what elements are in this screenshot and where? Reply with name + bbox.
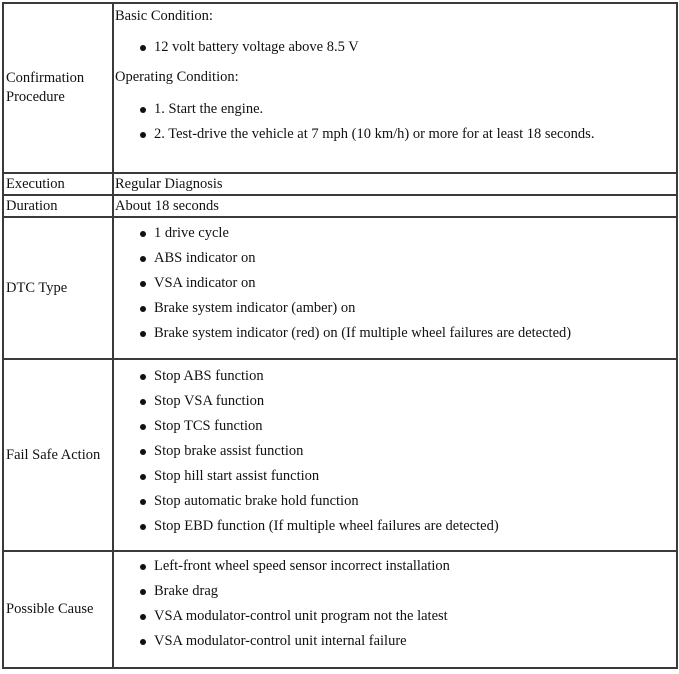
bullet-icon [140,399,146,405]
bullet-icon [140,639,146,645]
operating-condition-list [114,97,676,147]
bullet-icon [140,256,146,262]
bullet-icon [140,374,146,380]
row-value-dtc-type [113,217,677,359]
table-row [3,3,677,173]
list-item: VSA modulator-control unit program not the latest [114,604,676,629]
list-item: Left-front wheel speed sensor incorrect installation [114,554,676,579]
fail-safe-list [114,364,676,539]
bullet-icon [140,524,146,530]
bullet-icon [140,589,146,595]
bullet-icon [140,499,146,505]
list-item: 2. Test-drive the vehicle at 7 mph (10 km/h) or more for at least 18 seconds. [114,122,676,147]
row-label-execution: Execution [3,173,113,195]
row-value-duration: About 18 seconds [115,197,219,214]
list-item: 1 drive cycle [114,221,676,246]
row-value-possible-cause [113,551,677,668]
list-item: VSA modulator-control unit internal failure [114,629,676,654]
row-label-confirmation: Confirmation Procedure [3,3,113,173]
list-item: VSA indicator on [114,271,676,296]
list-item: Stop VSA function [114,389,676,414]
list-item: Stop brake assist function [114,439,676,464]
table-row [3,173,677,195]
bullet-icon [140,331,146,337]
row-label-dtc-type: DTC Type [3,217,113,359]
table-row [3,551,677,668]
list-item: Stop EBD function (If multiple wheel failures are detected) [114,514,676,539]
bullet-icon [140,614,146,620]
list-item: Stop automatic brake hold function [114,489,676,514]
bullet-icon [140,281,146,287]
dtc-info-table [2,2,678,669]
bullet-icon [140,449,146,455]
table-row [3,217,677,359]
bullet-icon [140,424,146,430]
bullet-icon [140,45,146,51]
list-item: 12 volt battery voltage above 8.5 V [114,35,676,60]
possible-cause-list [114,554,676,654]
list-item: Brake system indicator (red) on (If multiple wheel failures are detected) [114,321,676,346]
list-item: Stop ABS function [114,364,676,389]
list-item: 1. Start the engine. [114,97,676,122]
basic-condition-list [114,35,676,60]
operating-condition-title: Operating Condition: [115,69,239,85]
list-item: Brake system indicator (amber) on [114,296,676,321]
bullet-icon [140,306,146,312]
table-row [3,359,677,551]
list-item: Stop hill start assist function [114,464,676,489]
list-item: ABS indicator on [114,246,676,271]
row-label-possible-cause: Possible Cause [3,551,113,668]
row-value-execution: Regular Diagnosis [115,175,223,192]
dtc-type-list [114,221,676,346]
row-value-confirmation [113,3,677,173]
bullet-icon [140,107,146,113]
basic-condition-title: Basic Condition: [115,8,213,24]
document-body [2,2,678,669]
row-value-fail-safe [113,359,677,551]
list-item: Stop TCS function [114,414,676,439]
row-label-duration: Duration [3,195,113,217]
bullet-icon [140,474,146,480]
bullet-icon [140,231,146,237]
bullet-icon [140,132,146,138]
table-row [3,195,677,217]
bullet-icon [140,564,146,570]
row-label-fail-safe: Fail Safe Action [3,359,113,551]
list-item: Brake drag [114,579,676,604]
